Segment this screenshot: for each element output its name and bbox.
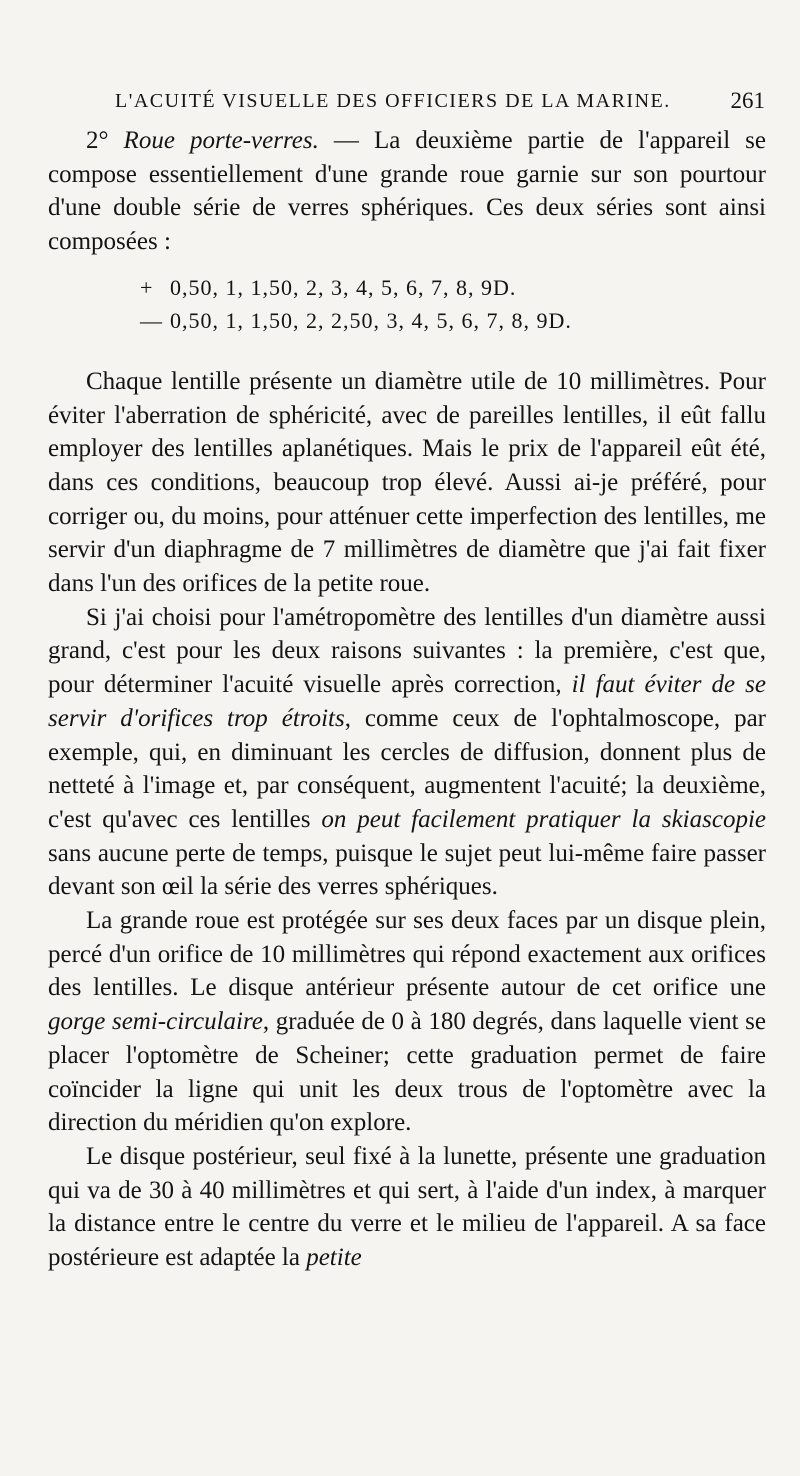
section-number: 2° — [86, 127, 109, 154]
emphasis-orifices: il faut éviter de se servir d'orifices trop étroits — [48, 671, 766, 732]
running-header — [115, 84, 765, 118]
text-run: Le disque postérieur, seul fixé à la lunette, présente une graduation qui va de 30 à 40 millimètres et qui sert, à l'aide d'un index, à marquer la distance entre le centre du verre et le milieu de l'appareil. A sa face postérieure est adaptée la — [48, 1142, 766, 1272]
page-number: 261 — [730, 88, 765, 113]
text-run: , comme ceux de l'ophtalmoscope, par exemple, qui, en diminuant les cercles de diffusion, donnent plus de netteté à l'image et, par conséquent, augmentent l'acuité; la deuxième, c'est qu'avec ces lentilles — [48, 704, 766, 833]
lens-series-positive — [140, 271, 766, 304]
section-dash: — — [333, 127, 359, 154]
paragraph-lens-diameter: Chaque lentille présente un diamètre utile de 10 millimètres. Pour éviter l'aberration de sphéricité, avec de pareilles lentilles, il eût fallu employer des lentilles aplanétiques. Mais le prix de l'appareil eût été, dans ces conditions, beaucoup trop élevé. Aussi ai-je préféré, pour corriger ou, du moins, pour atténuer cette imperfection des lentilles, me servir d'un diaphragme de 7 millimètres de diamètre que j'ai fait fixer dans l'un des orifices de la petite roue. — [48, 367, 766, 598]
text-run: , graduée de 0 à 180 degrés, dans laquelle vient se placer l'optomètre de Scheiner; cette graduation permet de faire coïncider la ligne qui unit les deux trous de l'optomètre avec la direction du méridien qu'on explore. — [48, 1008, 766, 1137]
section-intro-paragraph — [48, 124, 766, 259]
text-run: La grande roue est protégée sur ses deux faces par un disque plein, percé d'un orifice de 10 millimètres qui répond exactement aux orifices des lentilles. Le disque antérieur présente autour de cet orifice une — [48, 907, 766, 1002]
paragraph-grande-roue — [48, 904, 766, 1140]
series-values: 0,50, 1, 1,50, 2, 2,50, 3, 4, 5, 6, 7, 8, 9D. — [170, 307, 572, 333]
emphasis-gorge: gorge semi-circulaire — [48, 1008, 263, 1036]
series-sign: + — [140, 274, 154, 300]
emphasis-skiascopie: on peut facilement pratiquer la skiascopie — [321, 805, 766, 833]
text-run: Si j'ai choisi pour l'amétropomètre des lentilles d'un diamètre aussi grand, c'est pour les deux raisons suivantes : la première, c'est que, pour déterminer l'acuité visuelle après correction, — [48, 603, 766, 699]
series-sign: — — [140, 307, 163, 333]
body-text — [48, 124, 766, 1275]
running-title: L'ACUITÉ VISUELLE DES OFFICIERS DE LA MARINE. — [115, 90, 671, 112]
text-run: sans aucune perte de temps, puisque le sujet peut lui-même faire passer devant son œil la série des verres sphériques. — [48, 839, 766, 901]
series-values: 0,50, 1, 1,50, 2, 3, 4, 5, 6, 7, 8, 9D. — [170, 274, 517, 300]
paragraph-reasons — [48, 601, 766, 904]
lens-series-negative — [140, 304, 766, 337]
emphasis-petite: petite — [306, 1244, 362, 1272]
section-intro-text: La deuxième partie de l'appareil se compose essentiellement d'une grande roue garnie sur son pourtour d'une double série de verres sphériques. Ces deux séries sont ainsi composées : — [48, 127, 767, 256]
lens-series-list — [140, 271, 766, 337]
section-title: Roue porte-verres. — [123, 127, 319, 154]
paragraph-disque-posterieur — [48, 1140, 766, 1275]
